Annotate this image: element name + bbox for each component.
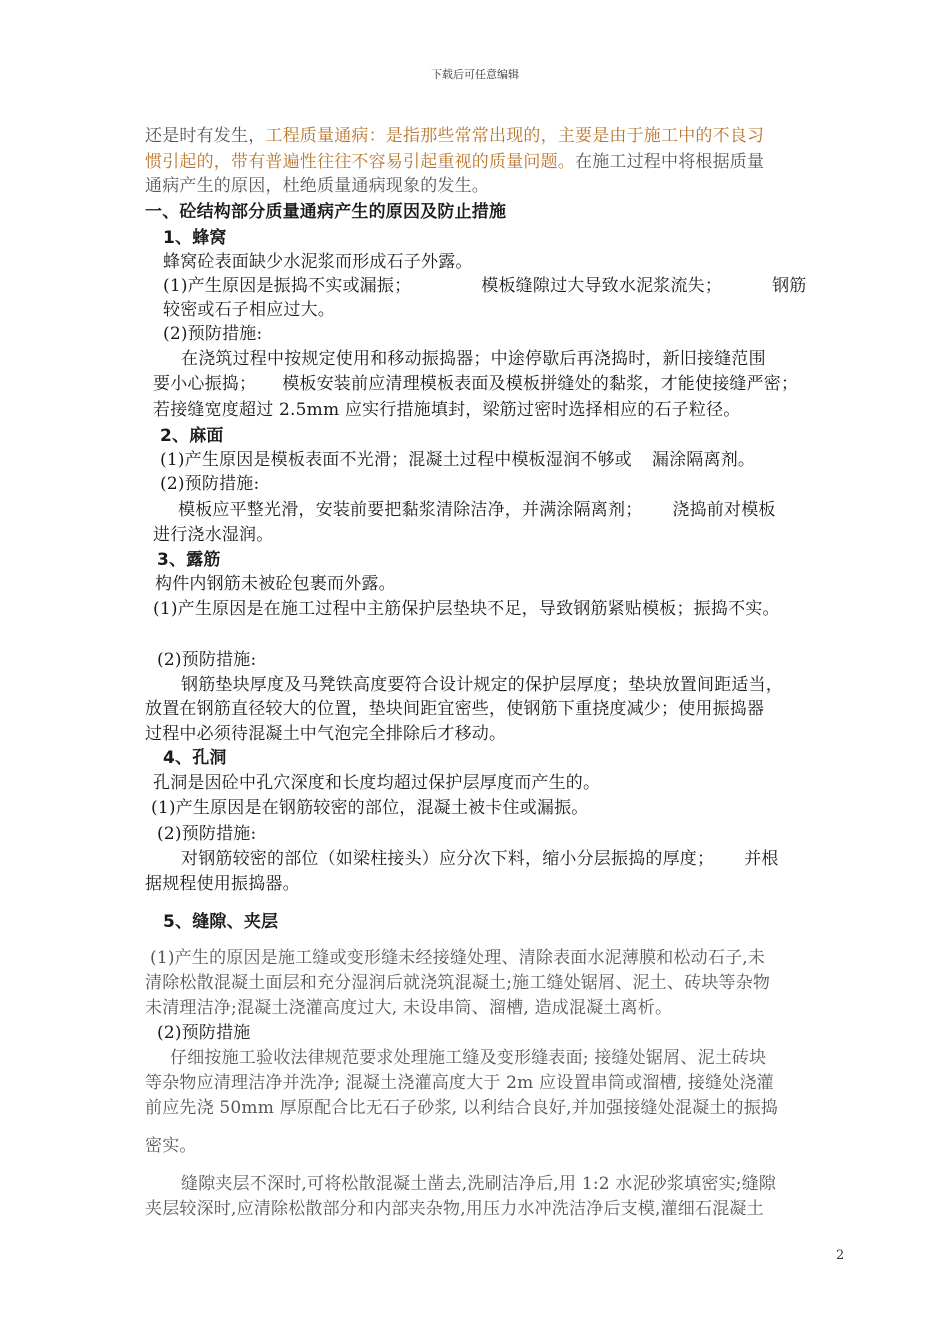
cause-text: (1)产生原因是模板表面不光滑；混凝土过程中模板湿润不够或 [160,450,632,470]
paragraph-line [181,847,779,871]
cause-line [160,448,755,472]
cause-line [163,274,807,298]
prevention-label: (2)预防措施: [157,650,257,670]
paragraph-line: 等杂物应清理洁净并洗净; 混凝土浇灌高度大于 2m 应设置串筒或溜槽, 接缝处浇灌 [145,1073,774,1093]
intro-text: 在施工过程中将根据质量 [575,152,765,172]
paragraph-line: 据规程使用振捣器。 [145,874,300,894]
page-number: 2 [836,1248,845,1263]
intro-line-1 [145,124,764,148]
cause-line: 未清理洁净;混凝土浇灌高度过大, 未设串筒、溜槽, 造成混凝土离析。 [145,998,673,1018]
intro-line-2 [145,150,764,174]
intro-highlight: 工程质量通病：是指那些常常出现的，主要是由于施工中的不良习 [265,126,765,146]
prevention-label: (2)预防措施: [160,474,260,494]
paragraph-line: 放置在钢筋直径较大的位置，垫块间距宜密些，使钢筋下重挠度减少；使用振捣器 [145,699,765,719]
paragraph-line: 过程中必须待混凝土中气泡完全排除后才移动。 [145,724,507,744]
subsection-title: 3、露筋 [157,550,221,570]
subsection-title: 2、麻面 [160,426,224,446]
intro-line-3: 通病产生的原因，杜绝质量通病现象的发生。 [145,176,489,196]
intro-highlight: 惯引起的，带有普遍性往往不容易引起重视的质量问题。 [145,152,575,172]
paragraph-line: 孔洞是因砼中孔穴深度和长度均超过保护层厚度而产生的。 [153,773,601,793]
paragraph-line: 缝隙夹层不深时,可将松散混凝土凿去,洗刷洁净后,用 1:2 水泥砂浆填密实;缝隙 [181,1174,777,1194]
cause-text: 漏涂隔离剂。 [651,450,756,470]
subsection-title: 1、蜂窝 [163,228,227,248]
paragraph-text: 并根 [744,849,779,869]
paragraph-line: 夹层较深时,应清除松散部分和内部夹杂物,用压力水冲洗洁净后支模,灌细石混凝土 [145,1199,764,1219]
paragraph-line: 仔细按施工验收法律规范要求处理施工缝及变形缝表面; 接缝处锯屑、泥土砖块 [170,1048,767,1068]
cause-text: 模板缝隙过大导致水泥浆流失； [481,276,723,296]
cause-line: 清除松散混凝土面层和充分湿润后就浇筑混凝土;施工缝处锯屑、泥土、砖块等杂物 [145,973,771,993]
paragraph-text: 浇捣前对模板 [672,500,776,520]
paragraph-line: 在浇筑过程中按规定使用和移动振捣器；中途停歇后再浇捣时，新旧接缝范围 [181,349,766,369]
subsection-title: 4、孔洞 [163,748,227,768]
paragraph-line [153,372,798,396]
subsection-title: 5、缝隙、夹层 [163,912,279,932]
paragraph-line: 前应先浇 50mm 厚原配合比无石子砂浆, 以利结合良好,并加强接缝处混凝土的振捣 [145,1098,779,1118]
paragraph-line: 构件内钢筋未被砼包裹而外露。 [155,574,396,594]
prevention-label: (2)预防措施: [157,824,257,844]
paragraph-text: 要小心振捣； [153,374,257,394]
paragraph-line: 钢筋垫块厚度及马凳铁高度要符合设计规定的保护层厚度；垫块放置间距适当， [181,675,783,695]
prevention-label: (2)预防措施 [157,1023,251,1043]
cause-line: (1)产生原因是在施工过程中主筋保护层垫块不足，导致钢筋紧贴模板；振捣不实。 [153,599,780,619]
cause-line: 较密或石子相应过大。 [163,300,335,320]
prevention-label: (2)预防措施: [163,324,263,344]
paragraph-line: 蜂窝砼表面缺少水泥浆而形成石子外露。 [163,252,473,272]
paragraph-text: 模板应平整光滑，安装前要把黏浆清除洁净，并满涂隔离剂； [178,500,643,520]
paragraph-text: 对钢筋较密的部位（如梁柱接头）应分次下料，缩小分层振捣的厚度； [181,849,715,869]
intro-text: 还是时有发生， [145,126,266,146]
paragraph-text: 模板安装前应清理模板表面及模板拼缝处的黏浆，才能使接缝严密； [282,374,799,394]
cause-text: 钢筋 [772,276,807,296]
paragraph-line [178,498,776,522]
cause-text: (1)产生原因是振捣不实或漏振； [163,276,412,296]
cause-line: (1)产生的原因是施工缝或变形缝未经接缝处理、清除表面水泥薄膜和松动石子,未 [150,948,766,968]
page-header: 下载后可任意编辑 [431,68,519,81]
cause-line: (1)产生原因是在钢筋较密的部位，混凝土被卡住或漏振。 [151,798,589,818]
paragraph-line: 密实。 [145,1136,197,1156]
section-title: 一、砼结构部分质量通病产生的原因及防止措施 [145,202,507,222]
paragraph-line: 若接缝宽度超过 2.5mm 应实行措施填封，梁筋过密时选择相应的石子粒径。 [153,400,741,420]
paragraph-line: 进行浇水湿润。 [153,525,274,545]
